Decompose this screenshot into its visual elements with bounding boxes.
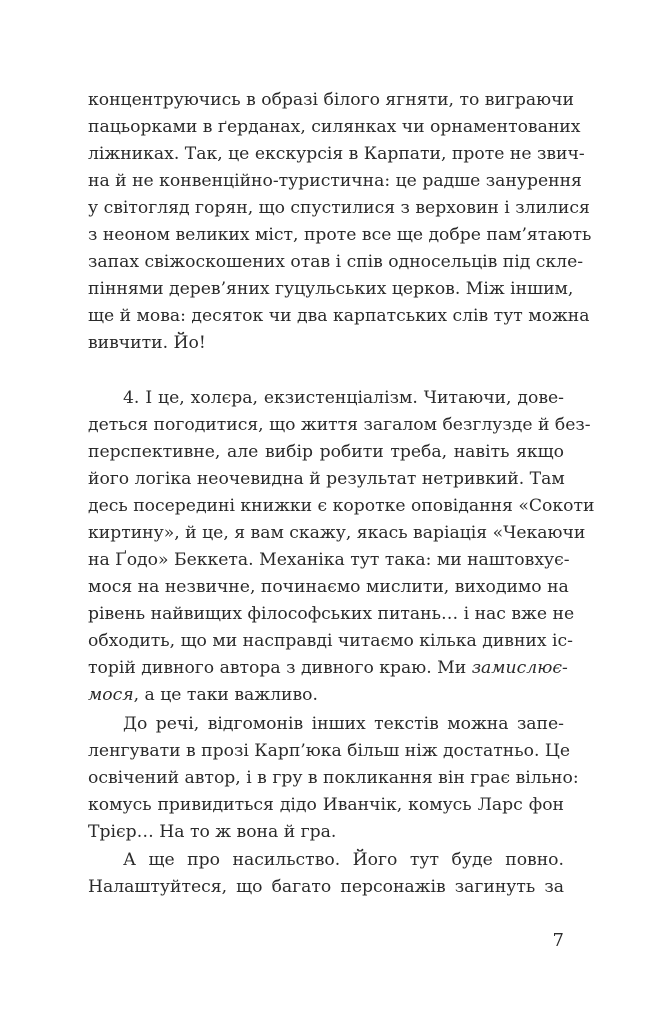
- text-line: ліжниках. Так, це екскурсія в Карпати, проте не звич-: [88, 144, 585, 164]
- text-line: [88, 682, 564, 708]
- text-line: у світогляд горян, що спустилися з верховин і злилися: [88, 198, 590, 218]
- text-span: , а це таки важливо.: [133, 685, 318, 705]
- text-line: запах свіжоскошених отав і спів односельців під скле-: [88, 252, 584, 272]
- text-line: Трієр… На то ж вона й гра.: [88, 822, 337, 842]
- page-number: 7: [552, 930, 564, 951]
- italic-text-span: мося: [88, 685, 134, 705]
- text-line: рівень найвищих філософських питань… і нас вже не: [88, 604, 575, 624]
- text-line: обходить, що ми насправді читаємо кілька дивних іс-: [88, 631, 573, 651]
- text-line: на й не конвенційно-туристична: це радше занурення: [88, 171, 582, 191]
- text-line: мося на незвичне, починаємо мислити, виходимо на: [88, 577, 569, 597]
- text-line: вивчити. Йо!: [88, 333, 206, 353]
- text-line: [88, 655, 568, 681]
- italic-text-span: замислює-: [471, 658, 568, 678]
- text-line: ще й мова: десяток чи два карпатських слів тут можна: [88, 306, 590, 326]
- text-line: До речі, відгомонів інших текстів можна запе-: [123, 714, 564, 734]
- text-line: його логіка неочевидна й результат нетривкий. Там: [88, 469, 565, 489]
- text-line: ленгувати в прозі Карп’юка більш ніж достатньо. Це: [88, 741, 571, 761]
- text-line: освічений автор, і в гру в покликання він грає вільно:: [88, 768, 579, 788]
- text-line: на Ґодо» Беккета. Механіка тут така: ми наштовхує-: [88, 550, 570, 570]
- text-line: пацьорками в ґерданах, силянках чи орнаментованих: [88, 117, 581, 137]
- text-line: 4. І це, холєра, екзистенціалізм. Читаючи, дове-: [123, 388, 564, 408]
- text-line: Налаштуйтеся, що багато персонажів загинуть за: [88, 877, 564, 897]
- text-line: киртину», й це, я вам скажу, якась варіація «Чекаючи: [88, 523, 586, 543]
- text-span: торій дивного автора з дивного краю. Ми: [88, 658, 472, 678]
- text-line: А ще про насильство. Його тут буде повно.: [123, 850, 564, 870]
- text-line: десь посередині книжки є коротке оповідання «Сокоти: [88, 496, 595, 516]
- text-line: з неоном великих міст, проте все ще добре пам’ятають: [88, 225, 592, 245]
- text-line: комусь привидиться дідо Иванчік, комусь Ларс фон: [88, 795, 564, 815]
- text-line: перспективне, але вибір робити треба, навіть якщо: [88, 442, 564, 462]
- text-line: піннями дерев’яних гуцульських церков. Між іншим,: [88, 279, 574, 299]
- text-line: деться погодитися, що життя загалом безглузде й без-: [88, 415, 591, 435]
- text-line: концентруючись в образі білого ягняти, то виграючи: [88, 90, 574, 110]
